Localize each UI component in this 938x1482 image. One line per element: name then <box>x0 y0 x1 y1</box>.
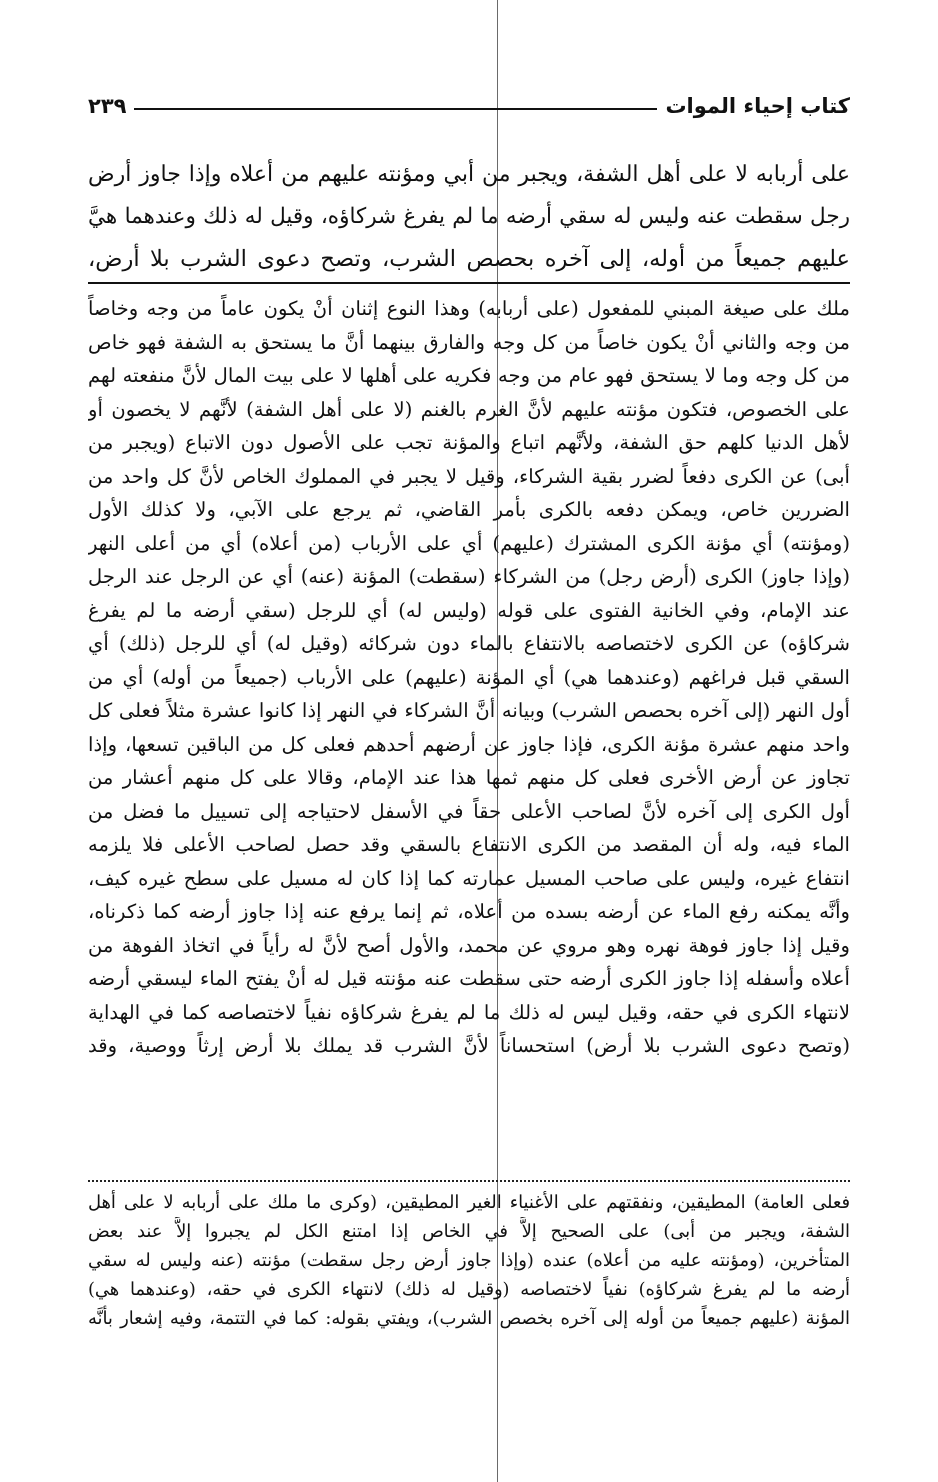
footnote-line: فعلى العامة) المطيقين، ونفقتهم على الأغنياء الغير المطيقين، (وكرى ما ملك على أربابه لا على أهل <box>88 1192 850 1213</box>
footnote-line: المتأخرين، (ومؤنته عليه من أعلاه) عنده (وإذا جاوز أرض رجل سقطت) مؤنته (عنه وليس له سقي <box>88 1250 850 1271</box>
chapter-title: كتاب إحياء الموات <box>665 94 850 118</box>
commentary-line: الماء فيه، وله أن المقصد من الكرى الانتفاع بالسقي وقد حصل لصاحب الأعلى فلا يلزمه <box>88 833 850 856</box>
commentary-line: (ومؤنته) أي مؤنة الكرى المشترك (عليهم) أي على الأرباب (من أعلاه) أي من أعلى النهر <box>88 531 850 555</box>
commentary-line: على الخصوص، فتكون مؤنته عليهم لأنَّ الغرم بالغنم (لا على أهل الشفة) لأنَّهم لا يخصون أو <box>88 397 850 421</box>
commentary-line: وأنَّه يمكنه رفع الماء عن أرضه بسده من أعلاه، ثم إنما يرفع عنه إذا جاوز أرضه كما ذكرناه، <box>88 900 850 923</box>
footnote-line: المؤنة (عليهم جميعاً من أوله إلى آخره بخصص الشرب)، ويفتي بقوله: كما في التتمة، وفيه إشعار بأنَّه <box>88 1308 850 1329</box>
commentary-line: لانتهاء الكرى في حقه، وقيل ليس له ذلك ما لم يفرغ شركاؤه نفياً لاختصاصه كما في الهداية <box>88 1000 850 1024</box>
footnote-divider <box>88 1180 850 1182</box>
commentary-line: انتفاع غيره، وليس على صاحب المسيل عمارته كما إذا كان له مسيل على سطح غيره كيف، <box>88 866 850 890</box>
commentary-line: من كل وجه وما لا يستحق فهو عام من وجه فكريه على أهلها لا على بيت المال لأنَّ منفعته لهم <box>88 364 850 387</box>
commentary-line: ملك على صيغة المبني للمفعول (على أربابه) وهذا النوع إثنان أنْ يكون عاماً من وجه وخاصاً <box>88 297 850 320</box>
commentary-block <box>88 292 850 1063</box>
commentary-line: (وتصح دعوى الشرب بلا أرض) استحساناً لأنَّ الشرب قد يملك بلا أرض إرثاً ووصية، وقد <box>88 1034 850 1057</box>
commentary-line: أعلاه وأسفله إذا جاوز الكرى أرضه حتى سقطت عنه مؤنته قيل له أنْ يفتح الماء ليسقي أرضه <box>88 967 850 990</box>
commentary-line: (وإذا جاوز) الكرى (أرض رجل) من الشركاء (سقطت) المؤنة (عنه) أي عن الرجل عند الرجل <box>88 565 850 588</box>
commentary-line: من وجه والثاني أنْ يكون خاصاً من كل وجه والفارق بينهما أنَّ ما يستحق به الشفة فهو خاص <box>88 330 850 354</box>
commentary-line: لأهل الدنيا كلهم حق الشفة، ولأنَّهم اتباع والمؤنة تجب على الأصول دون الاتباع (ويجبر من <box>88 431 850 454</box>
commentary-line: واحد منهم عشرة مؤنة الكرى، فإذا جاوز عن أرضهم أحدهم فعلى كل من الباقين تسعها، وإذا <box>88 732 850 756</box>
commentary-line: أبى) عن الكرى دفعاً لضرر بقية الشركاء، وقيل لا يجبر في المملوك الخاص لأنَّ كل واحد من <box>88 464 850 488</box>
main-line: رجل سقطت عنه وليس له سقي أرضه ما لم يفرغ شركاؤه، وقيل له ذلك وعندهما هيَّ <box>88 204 850 229</box>
header-rule <box>134 108 657 110</box>
running-header <box>88 86 850 126</box>
main-text-divider <box>88 282 850 284</box>
commentary-line: عند الإمام، وفي الخانية الفتوى على قوله (وليس له) أي للرجل (سقي أرضه ما لم يفرغ <box>88 598 850 622</box>
footnote-block <box>88 1188 850 1333</box>
commentary-line: شركاؤه) عن الكرى لاختصاصه بالانتفاع بالماء دون شركائه (وقيل له) أي للرجل (ذلك) أي <box>88 632 850 655</box>
main-text-block <box>88 154 850 280</box>
page-number: ٢٣٩ <box>88 94 127 118</box>
commentary-line: وقيل إذا جاوز فوهة نهره وهو مروي عن محمد، والأول أصح لأنَّ له رأياً في اتخاذ الفوهة من <box>88 933 850 957</box>
footnote-line: أرضه ما لم يفرغ شركاؤه) نفياً لاختصاصه (وقيل له ذلك) لانتهاء الكرى في حقه، (وعندهما هي) <box>88 1279 850 1300</box>
commentary-line: الضررين خاص، ويمكن دفعه بالكرى بأمر القاضي، ثم يرجع على الآبي، ولا كذلك الأول <box>88 498 850 521</box>
footnote-line: الشفة، ويجبر من أبى) على الصحيح إلاَّ في الخاص إذا امتنع الكل لم يجبروا إلاَّ عند بعض <box>88 1221 850 1242</box>
commentary-line: أول النهر (إلى آخره بحصص الشرب) وبيانه أنَّ الشركاء في النهر إذا كانوا عشرة مثلاً فعلى كل <box>88 699 850 722</box>
main-line: على أربابه لا على أهل الشفة، ويجبر من أبي ومؤنته عليهم من أعلاه وإذا جاوز أرض <box>88 162 850 187</box>
commentary-line: تجاوز عن أرض الأخرى فعلى كل منهم ثمها هذا عند الإمام، وقالا على كل منهم أعشار من <box>88 766 850 789</box>
main-line: عليهم جميعاً من أوله، إلى آخره بحصص الشرب، وتصح دعوى الشرب بلا أرض، <box>88 246 850 272</box>
commentary-line: السقي قبل فراغهم (وعندهما هي) أي المؤنة (عليهم) على الأرباب (جميعاً من أوله) أي من <box>88 665 850 689</box>
commentary-line: أول الكرى إلى آخره لأنَّ لصاحب الأعلى حقاً في الأسفل لاحتياجه إلى تسييل ما فضل من <box>88 799 850 823</box>
